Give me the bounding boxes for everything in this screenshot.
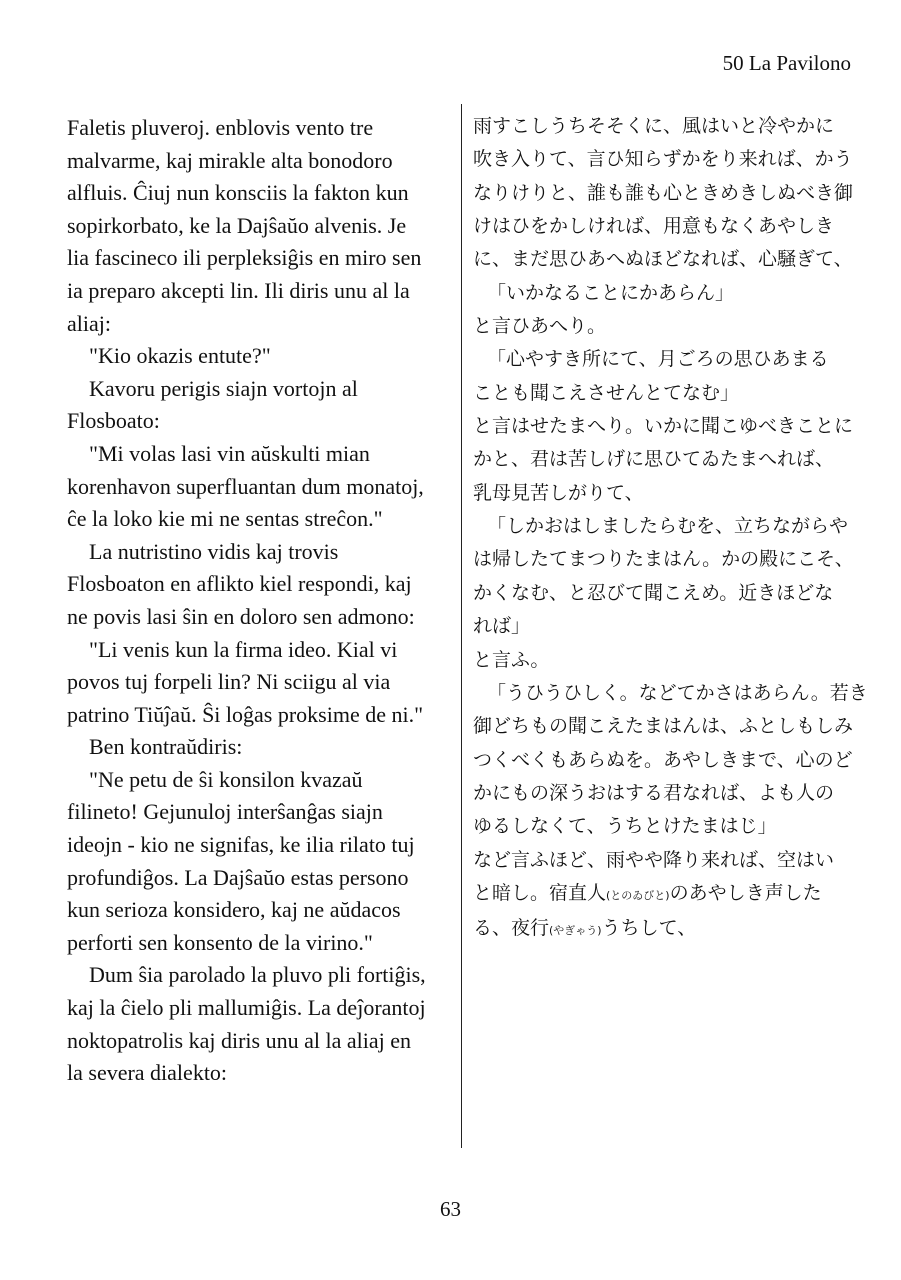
japanese-text-line: と言ふ。 xyxy=(473,648,550,671)
text-line: ideojn - kio ne signifas, ke ilia rilato tuj xyxy=(67,832,415,858)
text-line: kun serioza konsidero, kaj ne aŭdacos xyxy=(67,897,401,923)
ruby-annotation: (やぎゃう) xyxy=(549,924,602,938)
text-line: ĉe la loko kie mi ne sentas streĉon." xyxy=(67,506,383,532)
japanese-text-line: 吹き入りて、言ひ知らずかをり来れば、かう xyxy=(473,148,853,171)
text-line: sopirkorbato, ke la Dajŝaŭo alvenis. Je xyxy=(67,212,407,238)
japanese-text-line: 雨すこしうちそそくに、風はいと冷やかに xyxy=(473,115,835,137)
text-line: patrino Tiŭĵaŭ. Ŝi loĝas proksime de ni." xyxy=(67,701,424,727)
text-line: ne povis lasi ŝin en doloro sen admono: xyxy=(67,603,415,629)
column-divider xyxy=(461,104,462,1148)
text-line: lia fascineco ili perpleksiĝis en miro sen xyxy=(67,245,422,271)
japanese-text-line: 御どちもの聞こえたまはんは、ふとしもしみ xyxy=(473,715,854,738)
text-line: "Mi volas lasi vin aŭskulti mian xyxy=(89,440,370,466)
text-line: korenhavon superfluantan dum monatoj, xyxy=(67,473,424,499)
text-line: Ben kontraŭdiris: xyxy=(89,734,243,760)
text-line: "Li venis kun la firma ideo. Kial vi xyxy=(89,636,398,662)
japanese-text-line: つくべくもあらぬを。あやしきまで、心のど xyxy=(473,748,853,771)
japanese-text-column xyxy=(473,110,873,948)
japanese-text-line: 「心やすき所にて、月ごろの思ひあまる xyxy=(487,348,829,371)
japanese-text-line: かくなむ、と忍びて聞こえめ。近きほどな xyxy=(473,581,834,604)
ruby-annotation: (とのゐびと) xyxy=(606,888,670,902)
japanese-text-line: れば」 xyxy=(473,615,531,638)
japanese-text-line: と言ひあへり。 xyxy=(473,315,607,338)
text-segment: る、夜行 xyxy=(473,917,550,940)
running-header: 50 La Pavilono xyxy=(722,51,851,75)
text-segment: のあやしき声した xyxy=(669,881,822,904)
text-line: "Kio okazis entute?" xyxy=(89,343,271,369)
text-line: "Ne petu de ŝi konsilon kvazaŭ xyxy=(89,766,363,792)
japanese-text-line: と言はせたまへり。いかに聞こゆべきことに xyxy=(473,415,854,438)
text-line: Kavoru perigis siajn vortojn al xyxy=(89,375,358,401)
text-line: La nutristino vidis kaj trovis xyxy=(89,538,339,564)
text-line: Faletis pluveroj. enblovis vento tre xyxy=(67,115,374,140)
japanese-lines xyxy=(473,110,873,877)
text-line: Dum ŝia parolado la pluvo pli fortiĝis, xyxy=(89,962,426,988)
esperanto-text-column xyxy=(67,112,457,1090)
japanese-line-with-ruby xyxy=(473,877,873,912)
text-line: ia preparo akcepti lin. Ili diris unu al la xyxy=(67,277,410,303)
text-line: Flosboato: xyxy=(67,408,160,434)
text-segment: うちして、 xyxy=(601,917,697,940)
japanese-text-line: ことも聞こえさせんとてなむ」 xyxy=(473,381,740,404)
text-line: alfluis. Ĉiuj nun konsciis la fakton kun xyxy=(67,180,409,206)
text-line: la severa dialekto: xyxy=(67,1060,228,1086)
japanese-text-line: は帰したてまつりたまはん。かの殿にこそ、 xyxy=(473,548,854,571)
japanese-text-line: など言ふほど、雨やや降り来れば、空はい xyxy=(473,848,835,871)
text-line: perforti sen konsento de la virino." xyxy=(67,929,373,955)
japanese-text-line: かにもの深うおはする君なれば、よも人の xyxy=(473,781,835,804)
text-line: malvarme, kaj mirakle alta bonodoro xyxy=(67,147,393,173)
japanese-text-line: 「しかおはしましたらむを、立ちながらや xyxy=(487,515,849,538)
text-line: Flosboaton en aflikto kiel respondi, kaj xyxy=(67,571,412,597)
japanese-text-line: に、まだ思ひあへぬほどなれば、心騒ぎて、 xyxy=(473,248,853,271)
japanese-text-line: なりけりと、誰も誰も心ときめきしぬべき御 xyxy=(473,181,854,204)
text-line: kaj la ĉielo pli mallumiĝis. La deĵorantoj xyxy=(67,995,426,1021)
text-segment: と暗し。宿直人 xyxy=(473,881,607,904)
japanese-line-with-ruby xyxy=(473,912,873,947)
text-line: filineto! Gejunuloj interŝanĝas siajn xyxy=(67,799,383,825)
text-line: noktopatrolis kaj diris unu al la aliaj en xyxy=(67,1027,411,1053)
japanese-text-line: 乳母見苦しがりて、 xyxy=(473,481,644,504)
japanese-text-line: かと、君は苦しげに思ひてゐたまへれば、 xyxy=(473,448,835,471)
japanese-text-line: 「いかなることにかあらん」 xyxy=(487,281,735,304)
japanese-text-line: 「うひうひしく。などてかさはあらん。若き xyxy=(487,681,868,704)
text-line: profundiĝos. La Dajŝaŭo estas persono xyxy=(67,864,409,890)
japanese-text-line: けはひをかしければ、用意もなくあやしき xyxy=(473,215,835,238)
text-line: aliaj: xyxy=(67,310,111,336)
japanese-text-line: ゆるしなくて、うちとけたまはじ」 xyxy=(473,815,777,838)
page-number: 63 xyxy=(440,1197,461,1221)
text-line: povos tuj forpeli lin? Ni sciigu al via xyxy=(67,669,391,695)
